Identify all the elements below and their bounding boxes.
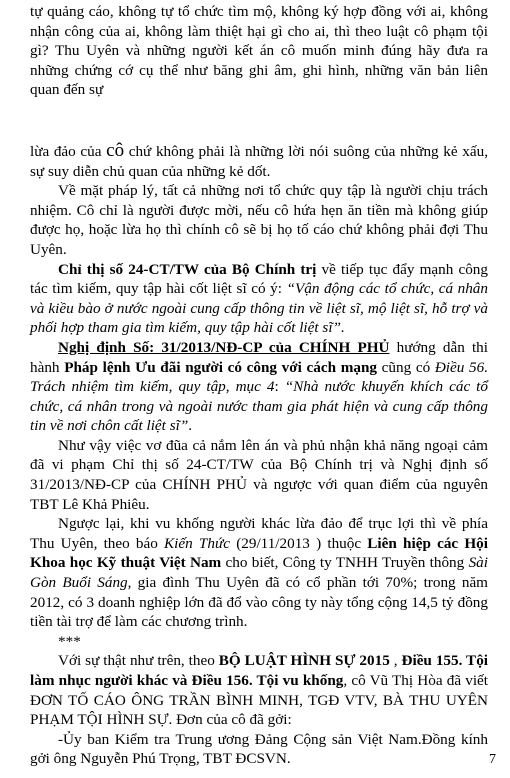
criminal-code: BỘ LUẬT HÌNH SỰ 2015 bbox=[218, 652, 390, 670]
ordinance-title: Pháp lệnh Ưu đãi người có công với cách mạng bbox=[64, 358, 378, 376]
paragraph-8 bbox=[30, 651, 488, 729]
paragraph-5 bbox=[30, 338, 488, 436]
page-number: 7 bbox=[489, 752, 496, 767]
p2-pre: lừa đảo của bbox=[30, 142, 107, 160]
paragraph-4 bbox=[30, 260, 488, 338]
p5-text-2: cũng có bbox=[377, 358, 435, 376]
paragraph-2 bbox=[30, 139, 488, 181]
paragraph-3: Về mặt pháp lý, tất cả những nơi tổ chức quy tập là người chịu trách nhiệm. Cô chỉ là người được mời, nếu cô hứa hẹn ăn tiền mà không giúp được họ, hoặc lừa họ thì chính cô sẽ bị họ tố cáo chứ không phải đợi Thu Uyên. bbox=[30, 182, 488, 258]
p4-text: về tiếp tục đẩy mạnh công tác tìm kiếm, quy tập hài cốt liệt sĩ có ý: bbox=[30, 260, 488, 298]
p5-text-1: hướng dẫn thi hành bbox=[30, 338, 488, 376]
p5-text-4: . bbox=[188, 417, 193, 435]
union-name: Liên hiệp các Hội Khoa học Kỹ thuật Việt Nam bbox=[30, 534, 488, 572]
paragraph-1: tự quảng cáo, không tự tổ chức tìm mộ, không ký hợp đồng với ai, không nhận công của ai, không làm thiệt hại gì cho ai, thì theo luật cô phạm tội gì? Thu Uyên và những người kết án cô muốn minh đúng hãy đưa ra những chứng cớ cụ thể như băng ghi âm, ghi hình, những văn bản liên quan đến sự bbox=[30, 3, 488, 99]
decree-title: Nghị định Số: 31/2013/NĐ-CP của CHÍNH PHỦ bbox=[58, 338, 390, 356]
blank-gap bbox=[30, 100, 488, 142]
directive-quote: “Vận động các tổ chức, cá nhân và kiều bào ở nước ngoài cung cấp thông tin về liệt sĩ, mộ liệt sĩ, hỗ trợ và phối hợp tham gia tìm kiếm, quy tập hài cốt liệt sĩ”. bbox=[30, 280, 488, 337]
newspaper-name: Kiến Thức bbox=[164, 534, 230, 552]
directive-title: Chỉ thị số 24-CT/TW của Bộ Chính trị bbox=[58, 260, 317, 278]
p8-text-2: , bbox=[389, 652, 402, 670]
p2-post: chứ không phải là những lời nói suông của những kẻ xấu, sự suy diễn chủ quan của những kẻ dốt. bbox=[30, 142, 488, 180]
separator-stars: *** bbox=[58, 632, 81, 650]
paragraph-7 bbox=[30, 514, 488, 632]
paragraph-6: Như vậy việc vơ đũa cả nắm lên án và phủ nhận khả năng ngoại cảm đã vi phạm Chỉ thị số 24-CT/TW của Bộ Chính trị và Nghị định số 31/2013/NĐ-CP của CHÍNH PHỦ và ngược với quan điểm của nguyên TBT Lê Khả Phiêu. bbox=[30, 436, 488, 513]
p7-text-4: , gia đình Thu Uyên đã có cổ phần tới 70%; trong năm 2012, có 3 doanh nghiệp lớn đã đổ vào công ty này tổng cộng 14,5 tỷ đồng tiền tài trợ để làm các chương trình. bbox=[30, 574, 488, 631]
company-name: Sài Gòn Buổi Sáng bbox=[30, 554, 488, 592]
p2-big-word: cô bbox=[106, 139, 125, 161]
articles-cited: Điều 155. Tội làm nhục người khác và Điều 156. Tội vu khống bbox=[30, 652, 489, 689]
paragraph-9: -Ủy ban Kiểm tra Trung ương Đảng Cộng sản Việt Nam.Đồng kính gởi ông Nguyễn Phú Trọng, TBT ĐCSVN. bbox=[30, 730, 488, 768]
article-ref: Điều 56. Trách nhiệm tìm kiếm, quy tập, mục 4 bbox=[30, 358, 489, 396]
p5-text-3: : bbox=[274, 378, 285, 396]
p8-text-1: Với sự thật như trên, theo bbox=[58, 652, 219, 670]
p7-text-1: Ngược lại, khi vu khống người khác lừa đảo để trục lợi thì về phía Thu Uyên, theo báo bbox=[30, 515, 488, 552]
document-page bbox=[30, 2, 488, 769]
p8-text-3: , cô Vũ Thị Hòa đã viết ĐƠN TỐ CÁO ÔNG TRẦN BÌNH MINH, TGĐ VTV, BÀ THU UYÊN PHẠM TỘI HÌNH SỰ. Đơn của cô đã gởi: bbox=[30, 672, 488, 729]
decree-quote: “Nhà nước khuyến khích các tổ chức, cá nhân trong và ngoài nước tham gia phát hiện và cung cấp thông tin về nơi chôn cất liệt sĩ” bbox=[30, 378, 488, 435]
p7-text-2: (29/11/2013 ) thuộc bbox=[230, 534, 368, 552]
p7-text-3: cho biết, Công ty TNHH Truyền thông bbox=[221, 554, 469, 572]
